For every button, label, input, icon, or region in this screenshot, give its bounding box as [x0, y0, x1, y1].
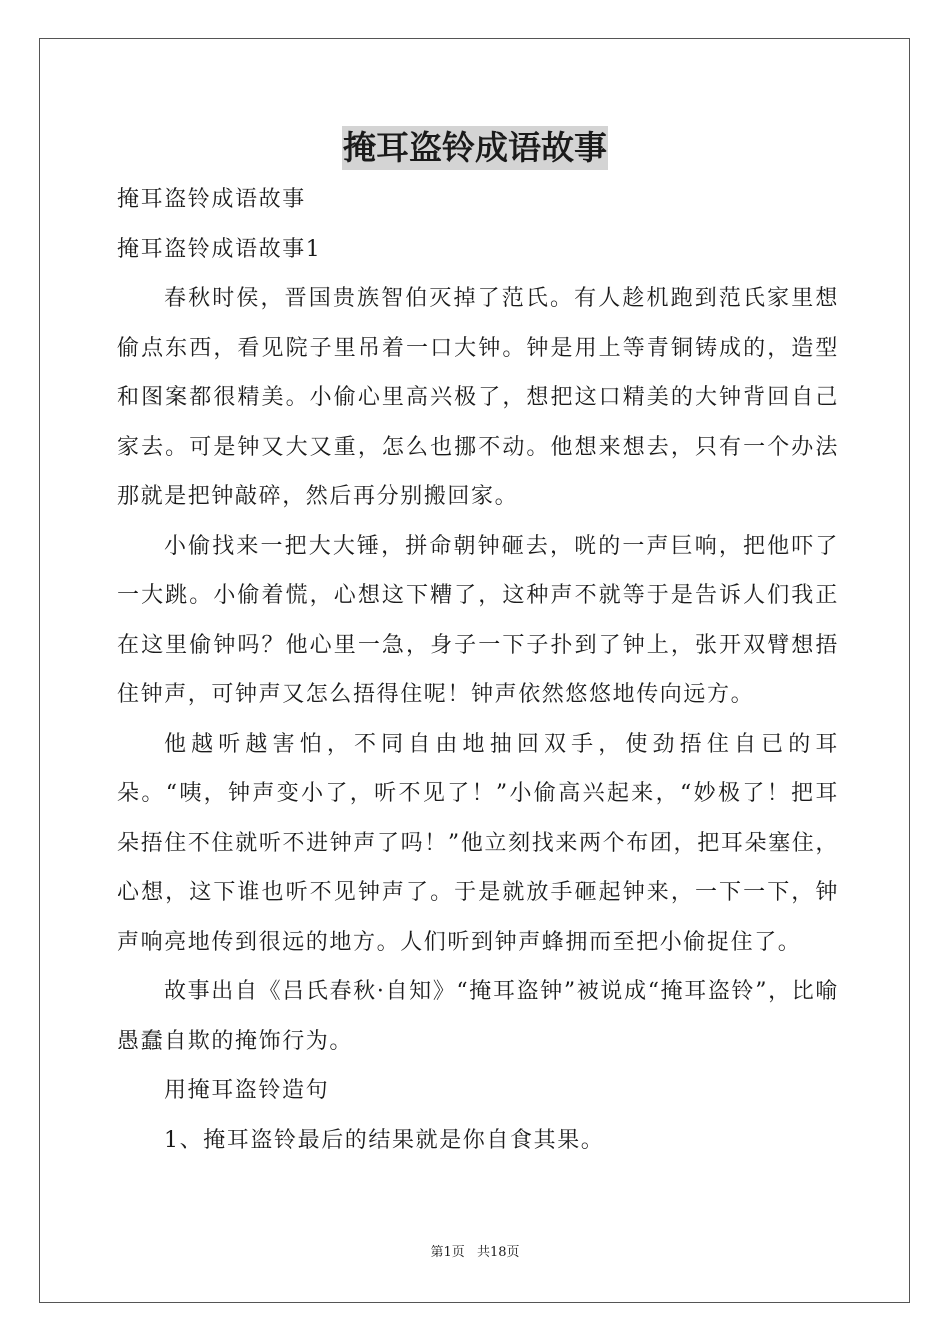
paragraph: 故事出自《吕氏春秋·自知》“掩耳盗钟”被说成“掩耳盗铃”，比喻愚蠢自欺的掩饰行为。: [117, 979, 839, 1054]
paragraph: 春秋时侯，晋国贵族智伯灭掉了范氏。有人趁机跑到范氏家里想偷点东西，看见院子里吊着一口大钟。钟是用上等青铜铸成的，造型和图案都很精美。小偷心里高兴极了，想把这口精美的大钟背回自己家去。可是钟又大又重，怎么也挪不动。他想来想去，只有一个办法那就是把钟敲碎，然后再分别搬回家。: [117, 286, 839, 509]
paragraph: 小偷找来一把大大锤，拼命朝钟砸去，咣的一声巨响，把他吓了一大跳。小偷着慌，心想这下糟了，这种声不就等于是告诉人们我正在这里偷钟吗？他心里一急，身子一下子扑到了钟上，张开双臂想捂住钟声，可钟声又怎么捂得住呢！钟声依然悠悠地传向远方。: [117, 533, 839, 707]
paragraph: 掩耳盗铃成语故事: [117, 187, 306, 212]
page-footer: [0, 1244, 950, 1262]
document-title: 掩耳盗铃成语故事: [342, 126, 608, 170]
page-total: 共18页: [476, 1245, 520, 1260]
document-body: [117, 175, 839, 1165]
page-number: 第1页: [430, 1245, 465, 1260]
paragraph: 他越听越害怕，不同自由地抽回双手，使劲捂住自已的耳朵。“咦，钟声变小了，听不见了！”小偷高兴起来，“妙极了！把耳朵捂住不住就听不进钟声了吗！”他立刻找来两个布团，把耳朵塞住，心想，这下谁也听不见钟声了。于是就放手砸起钟来，一下一下，钟声响亮地传到很远的地方。人们听到钟声蜂拥而至把小偷捉住了。: [117, 731, 839, 955]
paragraph: 用掩耳盗铃造句: [164, 1078, 330, 1103]
title-wrapper: [0, 126, 950, 170]
paragraph: 1、掩耳盗铃最后的结果就是你自食其果。: [164, 1127, 605, 1153]
paragraph: 掩耳盗铃成语故事1: [117, 236, 322, 262]
